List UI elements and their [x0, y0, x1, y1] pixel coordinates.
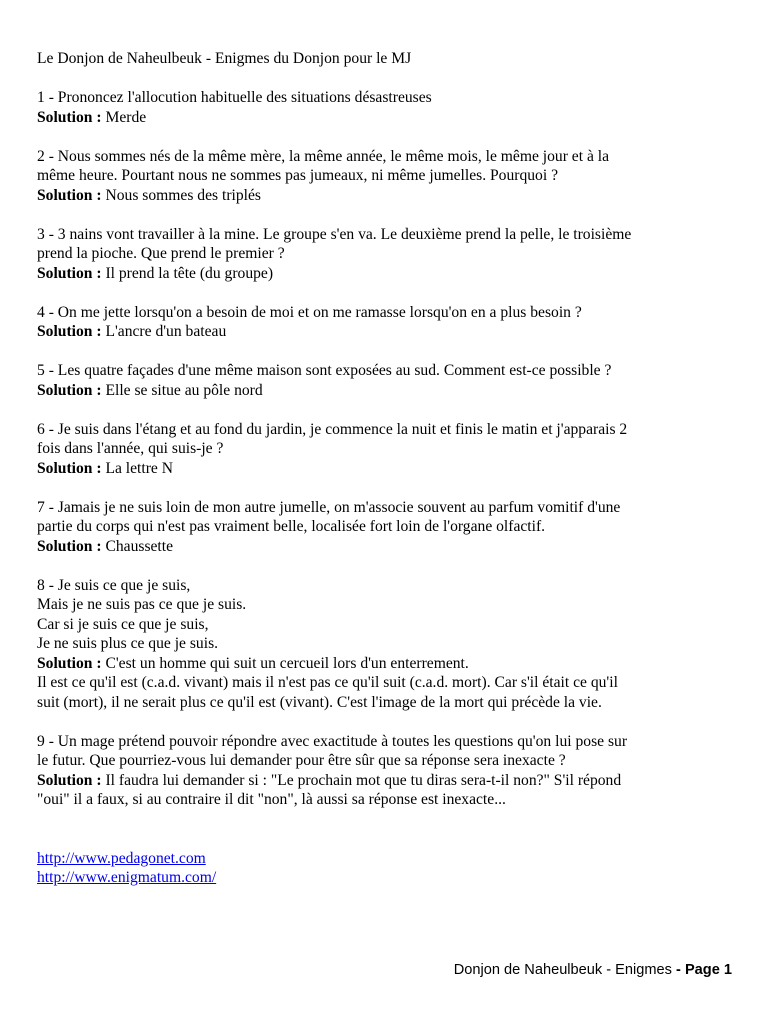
solution-label: Solution :	[37, 264, 102, 282]
riddle-solution-line	[37, 790, 737, 810]
riddle-question-text: Un mage prétend pouvoir répondre avec exactitude à toutes les questions qu'on lui pose sur	[53, 732, 628, 750]
footer-page-number: Page 1	[684, 962, 732, 978]
riddle-question-text: On me jette lorsqu'on a besoin de moi et on me ramasse lorsqu'on en a plus besoin ?	[53, 303, 582, 321]
riddle-solution	[37, 322, 737, 342]
riddle-question-text: Je ne suis plus ce que je suis.	[37, 635, 219, 652]
riddle-question-line	[37, 615, 737, 635]
riddle-question-line	[37, 751, 737, 771]
riddle-8	[37, 576, 737, 713]
solution-label: Solution :	[37, 381, 102, 399]
riddle-1	[37, 88, 737, 127]
solution-label: Solution :	[37, 537, 102, 555]
page-footer	[454, 961, 732, 979]
riddle-solution	[37, 654, 737, 674]
riddle-question-text: Jamais je ne suis loin de mon autre jumelle, on m'associe souvent au parfum vomitif d'une	[53, 498, 621, 516]
riddle-question-text: partie du corps qui n'est pas vraiment belle, localisée fort loin de l'organe olfactif.	[37, 518, 546, 535]
riddle-question-line	[37, 439, 737, 459]
riddle-solution-line	[37, 693, 737, 713]
document-title: Le Donjon de Naheulbeuk - Enigmes du Donjon pour le MJ	[37, 50, 412, 67]
solution-label: Solution :	[37, 459, 102, 477]
riddle-question	[37, 225, 737, 245]
riddle-5	[37, 361, 737, 400]
riddle-question-text: le futur. Que pourriez-vous lui demander pour être sûr que sa réponse sera inexacte ?	[37, 752, 566, 769]
riddle-solution-text: Merde	[101, 108, 147, 126]
riddle-number: 2 -	[37, 147, 54, 165]
riddle-question-line	[37, 517, 737, 537]
link-enigmatum[interactable]: http://www.enigmatum.com/	[37, 869, 217, 886]
riddle-question-text: Mais je ne suis pas ce que je suis.	[37, 596, 247, 613]
riddle-solution-text: L'ancre d'un bateau	[101, 323, 227, 340]
link-pedagonet[interactable]: http://www.pedagonet.com	[37, 849, 206, 867]
riddle-solution	[37, 186, 737, 206]
riddle-question	[37, 732, 737, 752]
footer-text: Donjon de Naheulbeuk - Enigmes	[453, 962, 672, 978]
riddle-solution	[37, 537, 737, 557]
riddle-question-text: Je suis dans l'étang et au fond du jardin, je commence la nuit et finis le matin et j'apparais 2	[53, 420, 628, 438]
document-page	[37, 49, 737, 888]
riddle-list	[37, 88, 737, 810]
solution-label: Solution :	[37, 771, 102, 789]
riddle-question-text: Nous sommes nés de la même mère, la même année, le même mois, le même jour et à la	[53, 147, 610, 165]
riddle-solution	[37, 459, 737, 479]
riddle-question-text: même heure. Pourtant nous ne sommes pas jumeaux, ni même jumelles. Pourquoi ?	[37, 167, 558, 184]
footer-separator: -	[671, 962, 685, 978]
solution-label: Solution :	[37, 186, 102, 204]
riddle-solution-text: Il prend la tête (du groupe)	[101, 264, 274, 282]
riddle-9	[37, 732, 737, 810]
riddle-solution	[37, 771, 737, 791]
riddle-number: 4 -	[37, 303, 54, 321]
riddle-number: 8 -	[37, 576, 54, 594]
riddle-solution-line	[37, 673, 737, 693]
riddle-question-text: Je suis ce que je suis,	[53, 576, 191, 594]
riddle-question-text: 3 nains vont travailler à la mine. Le groupe s'en va. Le deuxième prend la pelle, le troisième	[53, 225, 632, 243]
riddle-question-line	[37, 595, 737, 615]
riddle-question	[37, 88, 737, 108]
riddle-question-text: Car si je suis ce que je suis,	[37, 615, 209, 633]
riddle-question	[37, 361, 737, 381]
riddle-question	[37, 303, 737, 323]
riddle-question	[37, 147, 737, 167]
solution-label: Solution :	[37, 323, 102, 340]
riddle-question-text: Prononcez l'allocution habituelle des situations désastreuses	[53, 89, 432, 106]
riddle-question-line	[37, 166, 737, 186]
riddle-6	[37, 420, 737, 479]
riddle-question	[37, 576, 737, 596]
solution-label: Solution :	[37, 108, 102, 126]
riddle-solution-text: La lettre N	[101, 459, 173, 477]
riddle-question	[37, 498, 737, 518]
riddle-7	[37, 498, 737, 557]
riddle-solution	[37, 381, 737, 401]
riddle-solution-text: Chaussette	[101, 537, 174, 555]
riddle-solution	[37, 108, 737, 128]
riddle-solution-text: Il est ce qu'il est (c.a.d. vivant) mais il n'est pas ce qu'il suit (c.a.d. mort). Car s'il était ce qu'il	[37, 674, 618, 691]
riddle-2	[37, 147, 737, 206]
riddle-number: 5 -	[37, 362, 54, 379]
riddle-question	[37, 420, 737, 440]
riddle-question-text: prend la pioche. Que prend le premier ?	[37, 245, 285, 262]
riddle-number: 9 -	[37, 732, 54, 750]
riddle-4	[37, 303, 737, 342]
riddle-number: 1 -	[37, 89, 54, 106]
riddle-question-text: fois dans l'année, qui suis-je ?	[37, 440, 224, 457]
riddle-number: 7 -	[37, 498, 54, 516]
riddle-solution-text: C'est un homme qui suit un cercueil lors d'un enterrement.	[101, 654, 469, 672]
solution-label: Solution :	[37, 654, 102, 672]
riddle-solution-text: Il faudra lui demander si : "Le prochain mot que tu diras sera-t-il non?" S'il répond	[101, 771, 622, 789]
riddle-number: 3 -	[37, 225, 54, 243]
riddle-question-line	[37, 634, 737, 654]
riddle-solution	[37, 264, 737, 284]
riddle-question-text: Les quatre façades d'une même maison sont exposées au sud. Comment est-ce possible ?	[53, 362, 612, 379]
riddle-question-line	[37, 244, 737, 264]
riddle-solution-text: "oui" il a faux, si au contraire il dit "non", là aussi sa réponse est inexacte...	[37, 791, 506, 808]
riddle-solution-text: Nous sommes des triplés	[101, 186, 261, 204]
riddle-solution-text: suit (mort), il ne serait plus ce qu'il est (vivant). C'est l'image de la mort qui précède la vie.	[37, 693, 602, 711]
riddle-solution-text: Elle se situe au pôle nord	[101, 381, 263, 399]
riddle-3	[37, 225, 737, 284]
link-list	[37, 849, 737, 888]
riddle-number: 6 -	[37, 420, 54, 438]
